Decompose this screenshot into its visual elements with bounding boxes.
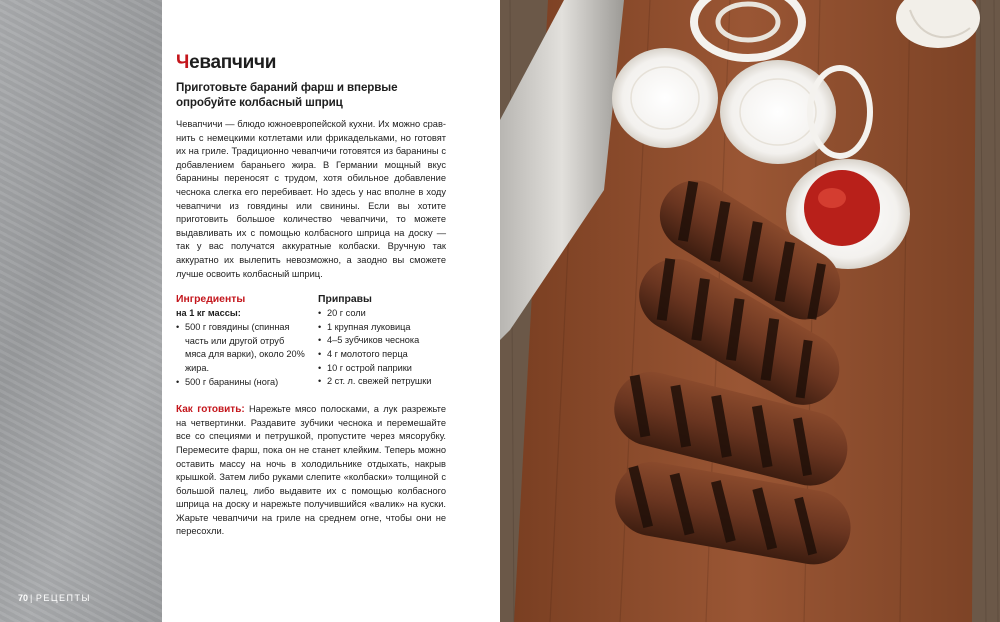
method-paragraph xyxy=(176,403,446,539)
method-lead: Как готовить: xyxy=(176,404,245,416)
ingredient-item: • 500 г баранины (нога) xyxy=(176,376,306,390)
photo-illustration xyxy=(500,0,1000,622)
spice-item: • 1 крупная луковица xyxy=(318,321,448,335)
spices-list xyxy=(318,307,448,389)
section-name: РЕЦЕПТЫ xyxy=(35,593,91,603)
spice-item: • 20 г соли xyxy=(318,307,448,321)
spice-item: • 2 ст. л. свежей петрушки xyxy=(318,375,448,389)
ingredient-item: • 500 г говядины (спинная часть или другой отруб мяса для варки), около 20% жира. xyxy=(176,321,306,375)
ingredients-block xyxy=(176,293,306,389)
spice-item: • 4–5 зубчиков чеснока xyxy=(318,334,448,348)
recipe-title xyxy=(176,52,446,74)
recipe-subtitle: Приготовьте бараний фарш и впервые опробуйте колбасный шприц xyxy=(176,81,398,109)
spices-block xyxy=(318,293,448,389)
spice-item: • 4 г молотого перца xyxy=(318,348,448,362)
ketchup xyxy=(804,170,880,246)
folio-separator: | xyxy=(30,593,34,603)
recipe-intro: Чевапчичи — блюдо южноевропейской кухни. Их можно сравнить с немецкими котлетами или фрикадельками, но готовят их на гриле. Традиционно чевапчичи готовятся из баранины с добавлением бараньего жира. В Германии мощный вкус баранины переносят с трудом, хотя обильное добавление чеснока слегка его перебивает. Но здесь у нас вполне в ходу чевапчичи из говядины или свинины. Если вы хотите приготовить большое количество чевапчичи, то можете выдавливать их с помощью колбасного шприца на доску — так у вас получатся аккуратные колбаски. Вручную так аккуратно их вылепить невозможно, а заодно вы сможете лучше освоить колбасный шприц. xyxy=(176,119,446,279)
page-folio xyxy=(18,593,91,603)
ingredients-heading: Ингредиенты xyxy=(176,294,246,306)
method-text: Нарежьте мясо полосками, а лук разрежьте на четвертинки. Раздавите зубчики чеснока и перемешайте все со специями и петрушкой, пропустите через мясорубку. Перемесите фарш, пока он не станет клейким. Теперь можно оставить массу на ночь в холодильнике отдыхать, накрыв крышкой. Затем либо руками слепите «колбаски» толщиной с большой палец, либо выдавите их с помощью колбасного шприца на доску и нарежьте получившийся «валик» на куски. Жарьте чевапчичи на гриле на среднем огне, чтобы они не пересохли. xyxy=(176,404,447,537)
page-number: 70 xyxy=(18,593,29,603)
recipe-text-column xyxy=(176,52,446,539)
slate-background-strip xyxy=(0,0,162,622)
ingredients-subheading: на 1 кг массы: xyxy=(176,308,241,319)
onion-slice xyxy=(720,60,836,164)
ingredient-lists xyxy=(176,293,446,397)
onion-slice xyxy=(612,48,718,148)
title-rest: евапчичи xyxy=(189,52,277,73)
spices-heading: Приправы xyxy=(318,294,372,306)
spice-item: • 10 г острой паприки xyxy=(318,362,448,376)
ingredients-list xyxy=(176,321,306,389)
title-initial: Ч xyxy=(176,52,190,73)
recipe-photo xyxy=(500,0,1000,622)
